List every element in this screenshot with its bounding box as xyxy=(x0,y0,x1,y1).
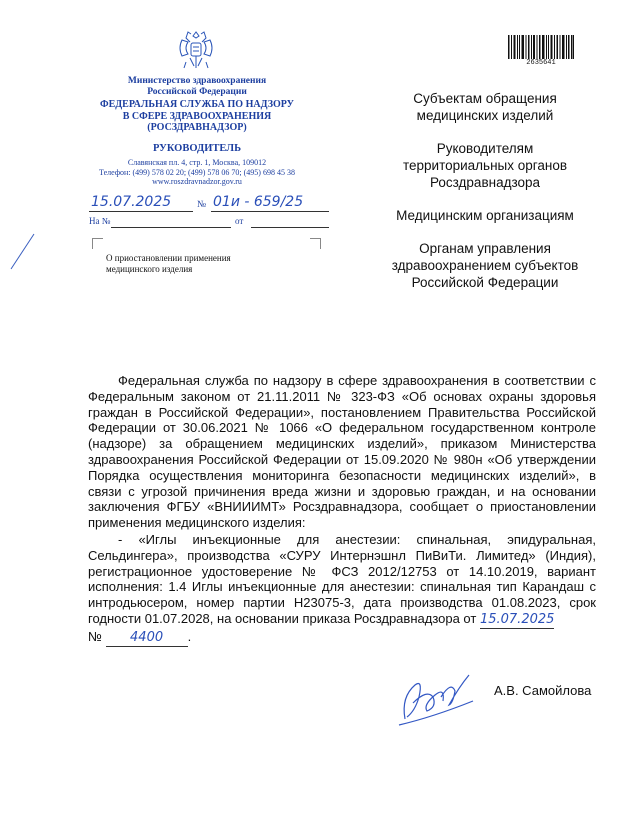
registration-no-label: № xyxy=(197,200,207,210)
na-label: На № xyxy=(89,216,111,226)
service-line3: (РОСЗДРАВНАДЗОР) xyxy=(147,122,247,133)
registration-line xyxy=(89,194,329,212)
body-paragraph-2-text: - «Иглы инъекционные для анестезии: спинальная, эпидуральная, Сельдингера», производства «СУРУ Интернэшнл ПиВиТи. Лимитед» (Индия), регистрационное удостоверение № ФСЗ 2012/12753 от 14.10.2019, вариант исполнения: 1.4 Иглы инъекционные для анестезии: спинальная тип Карандаш с интродьюсером, номер партии H23075-3, дата производства 01.08.2023, срок годности 01.07.2028, на основании приказа Росздравнадзора от xyxy=(88,531,596,626)
ministry-line2: Российской Федерации xyxy=(147,87,247,97)
letter-body xyxy=(88,373,596,647)
subject-line1: О приостановлении применения xyxy=(106,253,231,263)
service-line2: В СФЕРЕ ЗДРАВООХРАНЕНИЯ xyxy=(122,110,272,122)
ministry-line1: Министерство здравоохранения xyxy=(127,76,267,86)
registration-date: 15.07.2025 xyxy=(91,194,172,210)
ot-label: от xyxy=(235,216,244,226)
order-number: 4400 xyxy=(106,630,188,647)
website: www.roszdravnadzor.gov.ru xyxy=(152,177,242,186)
recipient-4: Органам управления здравоохранением субъектов Российской Федерации xyxy=(391,241,579,290)
order-number-line xyxy=(88,629,596,647)
emblem-icon xyxy=(172,26,220,74)
order-trailing: . xyxy=(187,628,192,644)
recipient-2: Руководителям территориальных органов Росздравнадзора xyxy=(402,141,568,190)
pen-mark xyxy=(8,232,38,272)
registration-number: 01и - 659/25 xyxy=(213,194,304,210)
address-block xyxy=(60,158,334,187)
signature-icon xyxy=(393,667,493,727)
recipient-1: Субъектам обращения медицинских изделий xyxy=(413,91,557,123)
body-paragraph-1: Федеральная служба по надзору в сфере здравоохранения в соответствии с Федеральным законом от 21.11.2011 № 323-ФЗ «Об основах охраны здоровья граждан в Российской Федерации», постановлением Правительства Российской Федерации от 30.06.2021 № 1066 «О федеральном государственном контроле (надзоре) за обращением медицинских изделий», приказом Министерства здравоохранения Российской Федерации от 15.09.2020 № 980н «Об утверждении Порядка осуществления мониторинга безопасности медицинских изделий», в связи с угрозой причинения вреда жизни и здоровью граждан, и на основании заключения ФГБУ «ВНИИИМТ» Росздравнадзора, сообщает о приостановлении применения медицинского изделия: xyxy=(88,373,596,531)
na-line xyxy=(89,216,329,228)
body-paragraph-2 xyxy=(88,532,596,629)
service-line1: ФЕДЕРАЛЬНАЯ СЛУЖБА ПО НАДЗОРУ xyxy=(100,99,294,110)
barcode xyxy=(508,35,574,59)
order-no-label: № xyxy=(88,628,102,644)
ministry-name xyxy=(60,76,334,98)
signatory-name: А.В. Самойлова xyxy=(494,683,592,698)
subject-line2: медицинского изделия xyxy=(106,264,193,274)
subject xyxy=(106,253,306,275)
order-date: 15.07.2025 xyxy=(479,611,555,627)
head-title: РУКОВОДИТЕЛЬ xyxy=(152,143,242,154)
recipients-block xyxy=(385,90,585,307)
barcode-number: 2635641 xyxy=(526,59,556,67)
recipient-3: Медицинским организациям xyxy=(396,208,574,223)
phones: Телефон: (499) 578 02 20; (499) 578 06 70; (495) 698 45 38 xyxy=(99,167,295,177)
service-name xyxy=(60,99,334,134)
address: Славянская пл. 4, стр. 1, Москва, 109012 xyxy=(127,158,267,167)
